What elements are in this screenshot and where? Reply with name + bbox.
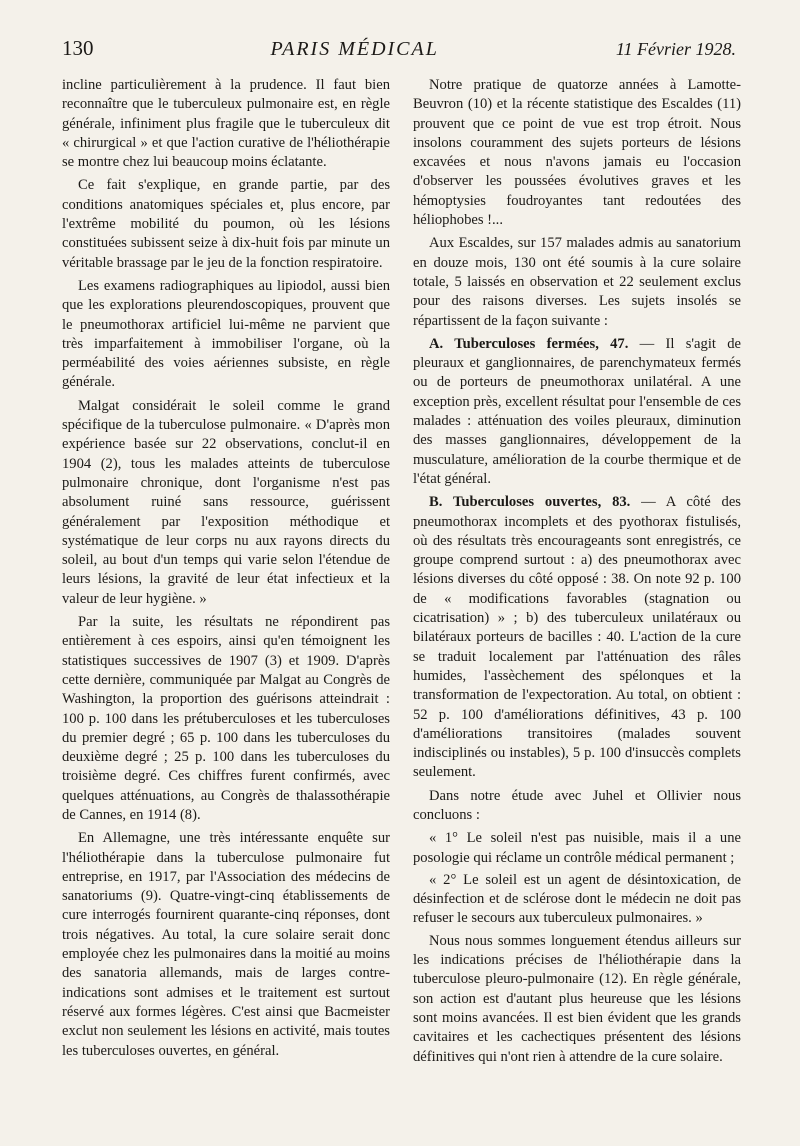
section-a-heading: A. Tuberculoses fermées, 47. [429, 335, 629, 352]
section-b [413, 493, 741, 782]
issue-date: 11 Février 1928. [615, 39, 736, 59]
section-b-heading: B. Tuberculoses ouvertes, 83. [429, 494, 631, 511]
section-b-text: — A côté des pneumothorax incomplets et des pyothorax fistulisés, où des résultats très encourageants sont enregistrés, ce groupe comprend surtout : a) des pneumothorax avec lésions diverses du côté opposé : 38. On note 92 p. 100 de « modifications favorables (stagnation ou cicatrisation) » ; b) des tuberculeux unilatéraux ou bilatéraux porteurs de bacilles : 40. L'action de la cure se traduit localement par l'atténuation des râles humides, l'assèchement des spélonques et la transformation de l'expectoration. Au total, on obtient : 52 p. 100 d'améliorations définitives, 43 p. 100 d'améliorations transitoires (malades souvent indisciplinés ou instables), 5 p. 100 d'insuccès complets seulement. [413, 494, 741, 781]
section-a-text: — Il s'agit de pleuraux et ganglionnaires, de parenchymateux fermés ou de porteurs de pneumothorax unilatéral. A une exception près, excellent résultat pour l'ensemble de ces malades : atténuation des voiles pleuraux, diminution des masses ganglionnaires, développement de la musculature, amélioration de la courbe thermique et de l'état général. [413, 335, 741, 487]
paragraph: Nous nous sommes longuement étendus ailleurs sur les indications précises de l'héliothérapie dans la tuberculose pleuro-pulmonaire (12). En règle générale, son action est d'autant plus heureuse que les lésions sont moins avancées. Il est bien évident que les grands cavitaires et les cachectiques présentent des lésions définitives qui n'ont rien à attendre de la cure solaire. [413, 932, 741, 1065]
paragraph: En Allemagne, une très intéressante enquête sur l'héliothérapie dans la tuberculose pulmonaire fut entreprise, en 1917, par l'Association des médecins de sanatoriums (9). Quatre-vingt-cinq établissements de cure interrogés fournirent quarante-cinq réponses, dont trois négatives. Au total, la cure solaire serait donc employée chez les pulmonaires dans la moitié au moins des sanatoria allemands, mais de larges contre-indications sont admises et le traitement est surtout réservé aux formes légères. C'est ainsi que Bacmeister exclut non seulement les lésions en activité, mais toutes les tuberculoses ouvertes, en général. [62, 830, 390, 1059]
paragraph: Notre pratique de quatorze années à Lamotte-Beuvron (10) et la récente statistique des Escaldes (11) prouvent que ce point de vue est trop étroit. Nous insolons couramment des sujets porteurs de lésions excavées et nous n'avons jamais eu l'occasion d'observer les poussées évolutives graves et les hémoptysies foudroyantes tant redoutées des héliophobes !... [413, 77, 741, 229]
page-number: 130 [62, 36, 94, 60]
paragraph: incline particulièrement à la prudence. Il faut bien reconnaître que le tuberculeux pulmonaire est, en règle générale, infiniment plus fragile que le tuberculeux dit « chirurgical » et que l'action curative de l'héliothérapie se montre chez lui beaucoup moins éclatante. [62, 77, 390, 171]
right-column [413, 76, 741, 1071]
paragraph: Dans notre étude avec Juhel et Ollivier nous concluons : [413, 787, 741, 823]
section-a [413, 335, 741, 489]
running-head [62, 36, 736, 61]
paragraph: Aux Escaldes, sur 157 malades admis au sanatorium en douze mois, 130 ont été soumis à la cure solaire totale, 5 laissés en observation et 22 seulement exclus pour des raisons diverses. Les sujets insolés se répartissent de la façon suivante : [413, 235, 741, 329]
paragraph: Ce fait s'explique, en grande partie, par des conditions anatomiques spéciales et, plus encore, par l'extrême mobilité du poumon, où les lésions constituées subissent seize à dix-huit fois par minute un véritable brassage par le jeu de la fonction respiratoire. [62, 177, 390, 271]
paragraph: Les examens radiographiques au lipiodol, aussi bien que les explorations pleurendoscopiques, prouvent que le pneumothorax artificiel lui-même ne parvient que très imparfaitement à immobiliser l'organe, où la perméabilité des voies aériennes subsiste, en règle générale. [62, 277, 390, 391]
paragraph: Par la suite, les résultats ne répondirent pas entièrement à ces espoirs, ainsi qu'en témoignent les statistiques successives de 1907 (3) et 1909. D'après cette dernière, communiquée par Malgat au Congrès de Washington, la proportion des guérisons atteindrait : 100 p. 100 dans les prétuberculoses et les tuberculoses du premier degré ; 65 p. 100 dans les tuberculoses du deuxième degré ; 25 p. 100 dans les tuberculoses du troisième degré. Ces chiffres furent confirmés, avec quelques atténuations, au Congrès de thalassothérapie de Cannes, en 1914 (8). [62, 614, 390, 823]
paragraph: Malgat considérait le soleil comme le grand spécifique de la tuberculose pulmonaire. « D'après mon expérience basée sur 22 observations, conclut-il en 1904 (2), tous les malades atteints de tuberculose pulmonaire chronique, dont l'organisme n'est pas absolument ruiné sans ressource, guérissent généralement par l'exposition méthodique et systématique de leur corps nu aux rayons directs du soleil, au bout d'un temps qui varie selon l'étendue de leurs lésions, la gravité de leur état infectieux et la valeur de leur hygiène. » [62, 397, 390, 607]
conclusion-quote-2: « 2° Le soleil est un agent de désintoxication, de désinfection et de sclérose dont le médecin ne doit pas refuser le secours aux tuberculeux pulmonaires. » [413, 871, 741, 927]
journal-title: PARIS MÉDICAL [270, 38, 439, 60]
conclusion-quote-1: « 1° Le soleil n'est pas nuisible, mais il a une posologie qui réclame un contrôle médical permanent ; [413, 830, 741, 866]
left-column [62, 76, 390, 1065]
